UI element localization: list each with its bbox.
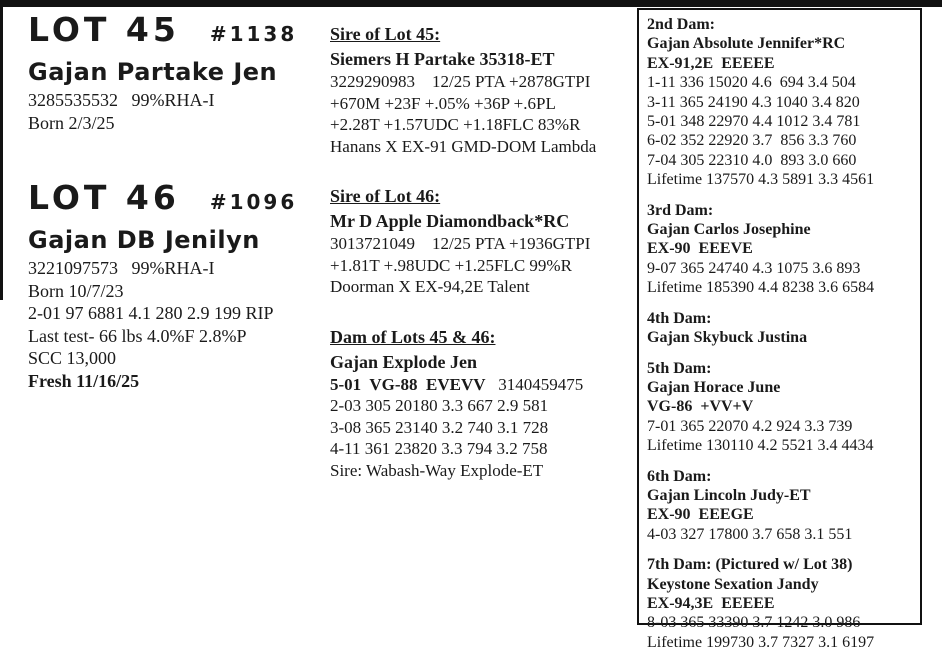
lot-46-born-line: Born 10/7/23 xyxy=(28,280,124,301)
second-dam-heading: 2nd Dam: xyxy=(647,16,716,33)
fifth-dam-lactation-line: 7-01 365 22070 4.2 924 3.3 739 xyxy=(647,417,853,435)
second-dam-lactation-line: 7-04 305 22310 4.0 893 3.0 660 xyxy=(647,151,857,169)
sire-46-name: Mr D Apple Diamondback*RC xyxy=(330,211,570,231)
dam-score-classification: 5-01 VG-88 EVEVV xyxy=(330,374,486,394)
sire-of-lot-46-section xyxy=(330,184,635,298)
second-dam-lifetime-line: Lifetime 137570 4.3 5891 3.3 4561 xyxy=(647,171,875,189)
lot-46-header xyxy=(28,176,323,224)
seventh-dam-section xyxy=(647,555,914,652)
scan-edge-top xyxy=(0,0,942,7)
sixth-dam-name: Gajan Lincoln Judy-ET xyxy=(647,486,811,504)
fifth-dam-section xyxy=(647,359,914,456)
seventh-dam-lactation-line: 8-03 365 33390 3.7 1242 3.0 986 xyxy=(647,614,861,632)
sire-45-pta-line: 3229290983 12/25 PTA +2878GTPI xyxy=(330,72,591,91)
dam-lactation-line: 4-11 361 23820 3.3 794 3.2 758 xyxy=(330,439,548,458)
second-dam-lactation-line: 5-01 348 22970 4.4 1012 3.4 781 xyxy=(647,113,861,131)
lot-46-registration-line: 3221097573 99%RHA-I xyxy=(28,258,215,278)
lot-46-title: LOT 46 xyxy=(28,178,180,217)
sire-45-type-line: +2.28T +1.57UDC +1.18FLC 83%R xyxy=(330,115,581,134)
sire-46-cross-line: Doorman X EX-94,2E Talent xyxy=(330,277,530,296)
lot-46-record-line: 2-01 97 6881 4.1 280 2.9 199 RIP xyxy=(28,303,274,323)
lot-46-tag-number: #1096 xyxy=(209,190,298,214)
dam-score-line xyxy=(330,374,635,396)
sire-45-production-line: +670M +23F +.05% +36P +.6PL xyxy=(330,93,556,113)
second-dam-lactation-line: 1-11 336 15020 4.6 694 3.4 504 xyxy=(647,74,856,92)
sire-45-cross-line: Hanans X EX-91 GMD-DOM Lambda xyxy=(330,136,597,156)
sixth-dam-heading: 6th Dam: xyxy=(647,467,712,485)
dam-lactation-line: 3-08 365 23140 3.2 740 3.1 728 xyxy=(330,417,549,437)
fourth-dam-name: Gajan Skybuck Justina xyxy=(647,329,808,347)
lot-45-animal-name: Gajan Partake Jen xyxy=(28,58,278,86)
lot-46-fresh-line: Fresh 11/16/25 xyxy=(28,370,140,391)
lot-45-tag-number: #1138 xyxy=(209,22,298,46)
third-dam-heading: 3rd Dam: xyxy=(647,201,714,219)
sixth-dam-section xyxy=(647,467,914,545)
second-dam-section xyxy=(647,15,914,190)
second-dam-score: EX-91,2E EEEEE xyxy=(647,54,775,72)
dam-score-registration: 3140459475 xyxy=(485,374,584,394)
sire-45-name: Siemers H Partake 35318-ET xyxy=(330,49,555,69)
fifth-dam-lifetime-line: Lifetime 130110 4.2 5521 3.4 4434 xyxy=(647,437,874,455)
sixth-dam-score: EX-90 EEEGE xyxy=(647,506,754,524)
dam-sire-line: Sire: Wabash-Way Explode-ET xyxy=(330,460,544,480)
third-dam-score: EX-90 EEEVE xyxy=(647,240,753,258)
sire-dam-column xyxy=(330,22,635,508)
sire-45-heading: Sire of Lot 45: xyxy=(330,24,441,44)
third-dam-lactation-line: 9-07 365 24740 4.3 1075 3.6 893 xyxy=(647,259,861,277)
fifth-dam-score: VG-86 +VV+V xyxy=(647,398,754,416)
seventh-dam-name: Keystone Sexation Jandy xyxy=(647,575,819,593)
second-dam-lactation-line: 3-11 365 24190 4.3 1040 3.4 820 xyxy=(647,93,860,111)
scan-edge-left xyxy=(0,0,3,300)
fourth-dam-section xyxy=(647,309,914,348)
second-dam-lactation-line: 6-02 352 22920 3.7 856 3.3 760 xyxy=(647,132,857,150)
lot-46-scc-line: SCC 13,000 xyxy=(28,348,117,368)
third-dam-lifetime-line: Lifetime 185390 4.4 8238 3.6 6584 xyxy=(647,279,875,297)
pedigree-box xyxy=(637,8,922,651)
third-dam-section xyxy=(647,201,914,298)
fifth-dam-heading: 5th Dam: xyxy=(647,359,712,377)
lot-45-entry xyxy=(28,8,323,134)
sixth-dam-lactation-line: 4-03 327 17800 3.7 658 3.1 551 xyxy=(647,525,853,543)
seventh-dam-score: EX-94,3E EEEEE xyxy=(647,594,775,612)
lots-column xyxy=(28,8,323,392)
dam-section xyxy=(330,325,635,482)
third-dam-name: Gajan Carlos Josephine xyxy=(647,221,811,239)
fourth-dam-heading: 4th Dam: xyxy=(647,309,712,327)
sire-46-pta-line: 3013721049 12/25 PTA +1936GTPI xyxy=(330,234,591,253)
lot-46-last-test-line: Last test- 66 lbs 4.0%F 2.8%P xyxy=(28,325,247,346)
sire-of-lot-45-section xyxy=(330,22,635,157)
dam-lactation-line: 2-03 305 20180 3.3 667 2.9 581 xyxy=(330,396,549,415)
lot-45-header xyxy=(28,8,323,56)
lot-46-animal-name: Gajan DB Jenilyn xyxy=(28,226,260,254)
second-dam-name: Gajan Absolute Jennifer*RC xyxy=(647,35,846,53)
seventh-dam-heading: 7th Dam: (Pictured w/ Lot 38) xyxy=(647,556,853,574)
lot-46-entry xyxy=(28,176,323,392)
lot-45-title: LOT 45 xyxy=(28,10,180,49)
sire-46-heading: Sire of Lot 46: xyxy=(330,186,441,206)
lot-45-registration-line: 3285535532 99%RHA-I xyxy=(28,90,215,110)
dam-heading: Dam of Lots 45 & 46: xyxy=(330,326,496,347)
lot-45-born-line: Born 2/3/25 xyxy=(28,112,115,133)
sire-46-type-line: +1.81T +.98UDC +1.25FLC 99%R xyxy=(330,255,572,275)
fifth-dam-name: Gajan Horace June xyxy=(647,378,781,396)
seventh-dam-lifetime-line: Lifetime 199730 3.7 7327 3.1 6197 xyxy=(647,633,875,651)
dam-name: Gajan Explode Jen xyxy=(330,351,478,372)
